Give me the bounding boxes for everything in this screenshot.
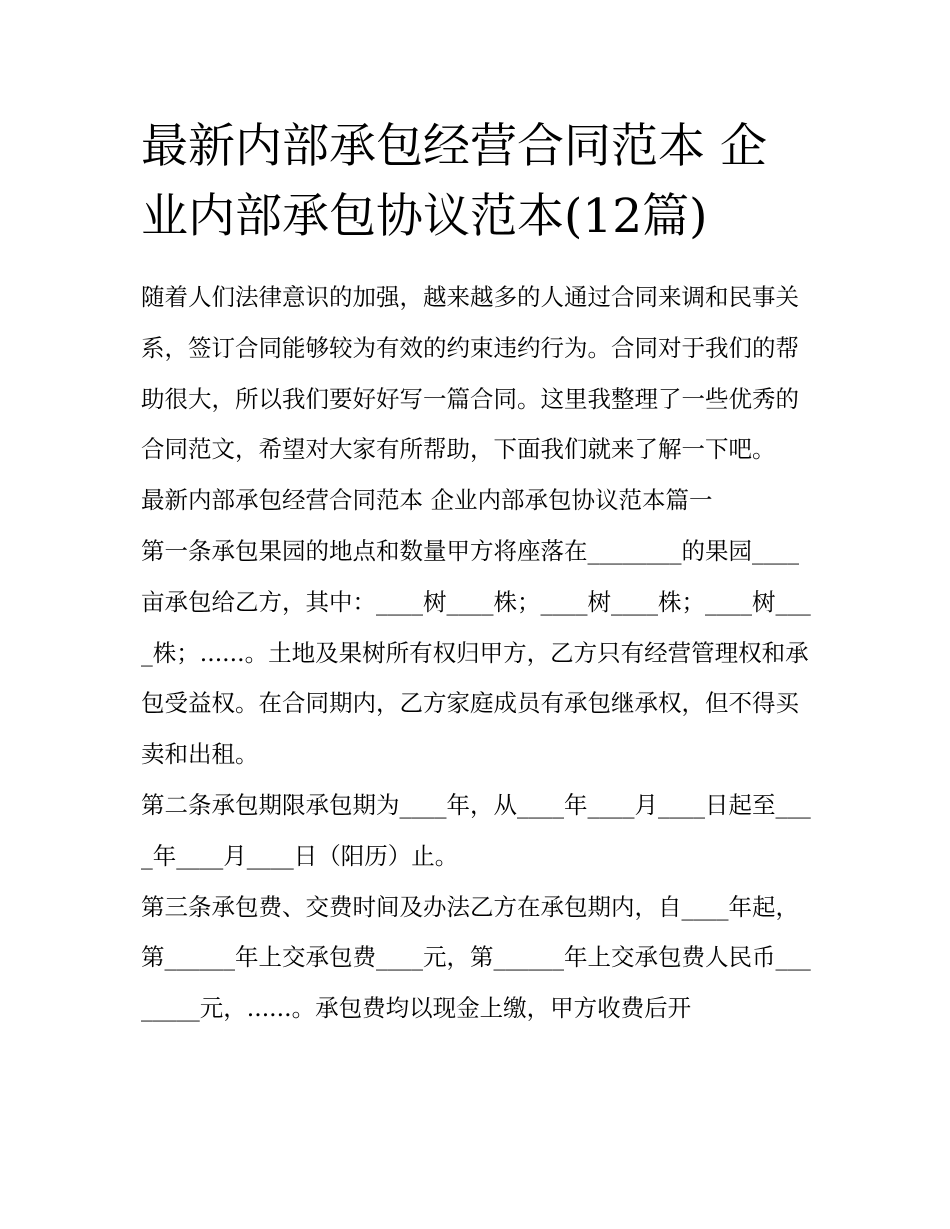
document-title: 最新内部承包经营合同范本 企业内部承包协议范本(12篇) — [141, 119, 767, 244]
article-1-paragraph: 第一条承包果园的地点和数量甲方将座落在________的果园____亩承包给乙方，其中：____树____株；____树____株；____树____株；......。土地及果树所有权归甲方，乙方只有经营管理权和承包受益权。在合同期内，乙方家庭成员有承包继承权，但不得买卖和出租。 — [141, 536, 811, 769]
section-heading: 最新内部承包经营合同范本 企业内部承包协议范本篇一 — [141, 486, 713, 515]
article-3-paragraph: 第三条承包费、交费时间及办法乙方在承包期内，自____年起，第______年上交承包费____元，第______年上交承包费人民币________元，......。承包费均以现金上缴，甲方收费后开 — [141, 892, 811, 1023]
intro-paragraph: 随着人们法律意识的加强，越来越多的人通过合同来调和民事关系，签订合同能够较为有效的约束违约行为。合同对于我们的帮助很大，所以我们要好好写一篇合同。这里我整理了一些优秀的合同范文，希望对大家有所帮助，下面我们就来了解一下吧。 — [141, 283, 799, 464]
article-2-paragraph: 第二条承包期限承包期为____年，从____年____月____日起至____年____月____日（阳历）止。 — [141, 790, 811, 870]
document-body — [141, 112, 813, 1034]
